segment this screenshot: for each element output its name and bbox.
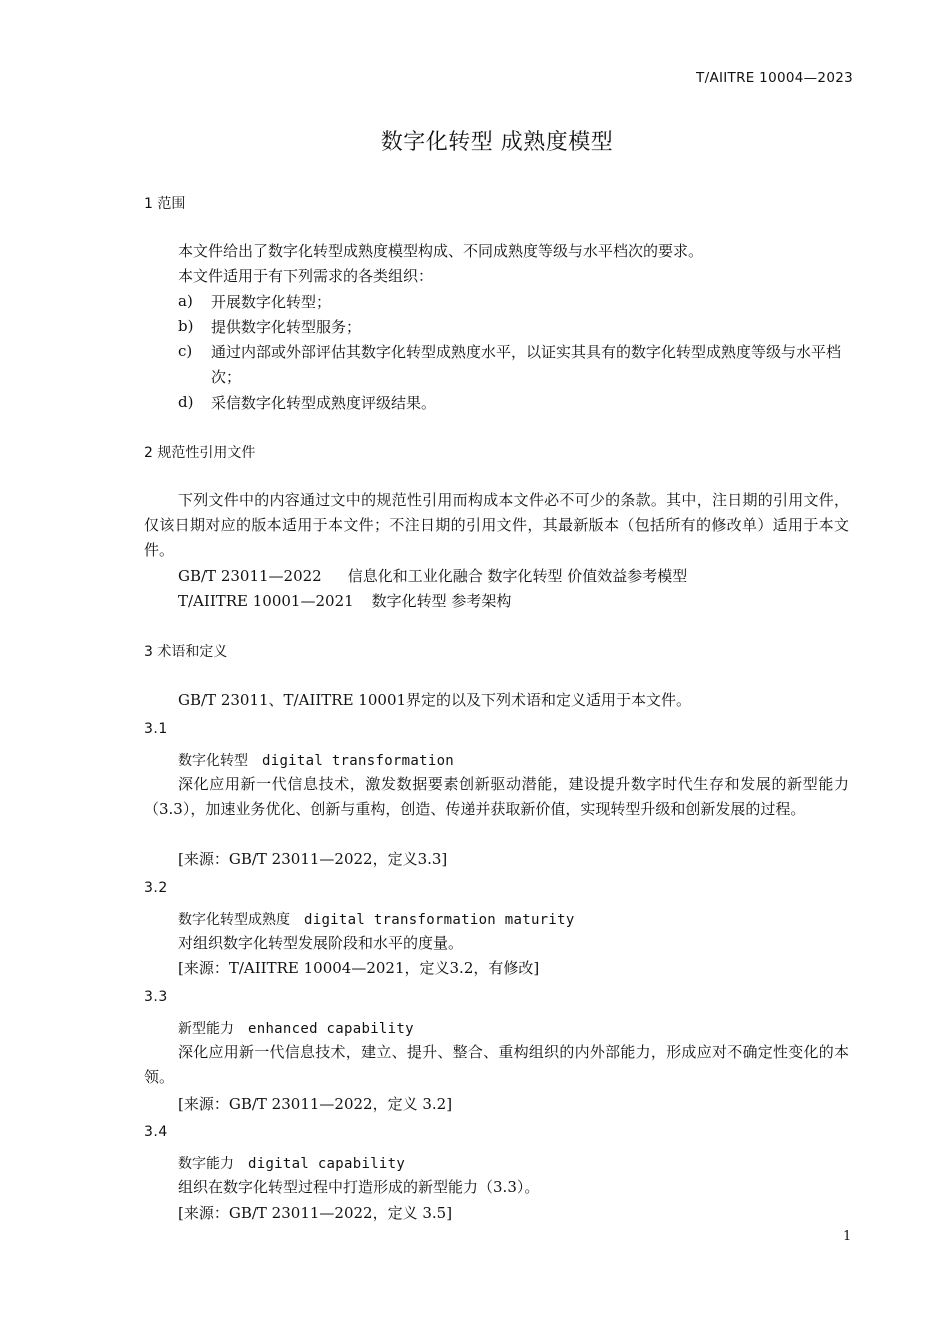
term-source: [来源：GB/T 23011—2022，定义3.3] (178, 850, 448, 868)
list-marker: b) (178, 317, 194, 335)
normative-reference (178, 590, 511, 611)
normative-reference (178, 565, 687, 586)
term-heading (178, 1153, 405, 1173)
list-item: 开展数字化转型； (211, 293, 332, 311)
term-source: [来源：GB/T 23011—2022，定义 3.2] (178, 1095, 453, 1113)
term-english: digital capability (248, 1156, 406, 1172)
term-number: 3.1 (144, 721, 168, 737)
term-definition: 深化应用新一代信息技术，激发数据要素创新驱动潜能，建设提升数字时代生存和发展的新型能力（3.3），加速业务优化、创新与重构，创造、传递并获取新价值，实现转型升级和创新发展的过程。 (144, 775, 849, 818)
term-number: 3.4 (144, 1124, 168, 1140)
list-item: 提供数字化转型服务； (211, 318, 362, 336)
reference-code: T/AIITRE 10001—2021 (178, 592, 354, 610)
list-item: 通过内部或外部评估其数字化转型成熟度水平，以证实其具有的数字化转型成熟度等级与水平档次； (211, 343, 842, 386)
term-chinese: 新型能力 (178, 1021, 234, 1037)
term-heading (178, 909, 575, 929)
paragraph: 下列文件中的内容通过文中的规范性引用而构成本文件必不可少的条款。其中，注日期的引用文件，仅该日期对应的版本适用于本文件；不注日期的引用文件，其最新版本（包括所有的修改单）适用于本文件。 (144, 491, 849, 559)
reference-code: GB/T 23011—2022 (178, 567, 322, 585)
paragraph: GB/T 23011、T/AIITRE 10001界定的以及下列术语和定义适用于本文件。 (178, 691, 692, 709)
term-english: digital transformation maturity (304, 912, 575, 928)
paragraph: 本文件适用于有下列需求的各类组织： (178, 267, 434, 285)
section-heading-scope: 1 范围 (144, 196, 186, 212)
reference-title: 信息化和工业化融合 数字化转型 价值效益参考模型 (347, 567, 688, 585)
term-definition: 深化应用新一代信息技术，建立、提升、整合、重构组织的内外部能力，形成应对不确定性变化的本领。 (144, 1043, 849, 1086)
term-definition: 组织在数字化转型过程中打造形成的新型能力（3.3）。 (178, 1178, 540, 1196)
paragraph: 本文件给出了数字化转型成熟度模型构成、不同成熟度等级与水平档次的要求。 (178, 242, 704, 260)
term-definition: 对组织数字化转型发展阶段和水平的度量。 (178, 934, 464, 952)
section-heading-terms: 3 术语和定义 (144, 644, 228, 660)
reference-title: 数字化转型 参考架构 (371, 592, 512, 610)
term-number: 3.3 (144, 989, 168, 1005)
term-heading (178, 750, 454, 770)
term-chinese: 数字化转型 (178, 753, 248, 769)
term-source: [来源：T/AIITRE 10004—2021，定义3.2，有修改] (178, 959, 540, 977)
section-heading-normative: 2 规范性引用文件 (144, 445, 256, 461)
term-source: [来源：GB/T 23011—2022，定义 3.5] (178, 1204, 453, 1222)
term-heading (178, 1018, 414, 1038)
term-number: 3.2 (144, 880, 168, 896)
page-title: 数字化转型 成熟度模型 (380, 130, 614, 155)
page-number: 1 (843, 1229, 852, 1244)
list-marker: d) (178, 393, 194, 411)
term-english: enhanced capability (248, 1021, 414, 1037)
list-marker: c) (178, 342, 193, 360)
term-chinese: 数字化转型成熟度 (178, 912, 290, 928)
list-item: 采信数字化转型成熟度评级结果。 (211, 394, 437, 412)
document-code: T/AIITRE 10004—2023 (696, 70, 853, 86)
list-marker: a) (178, 292, 193, 310)
term-english: digital transformation (262, 753, 455, 769)
term-chinese: 数字能力 (178, 1156, 234, 1172)
